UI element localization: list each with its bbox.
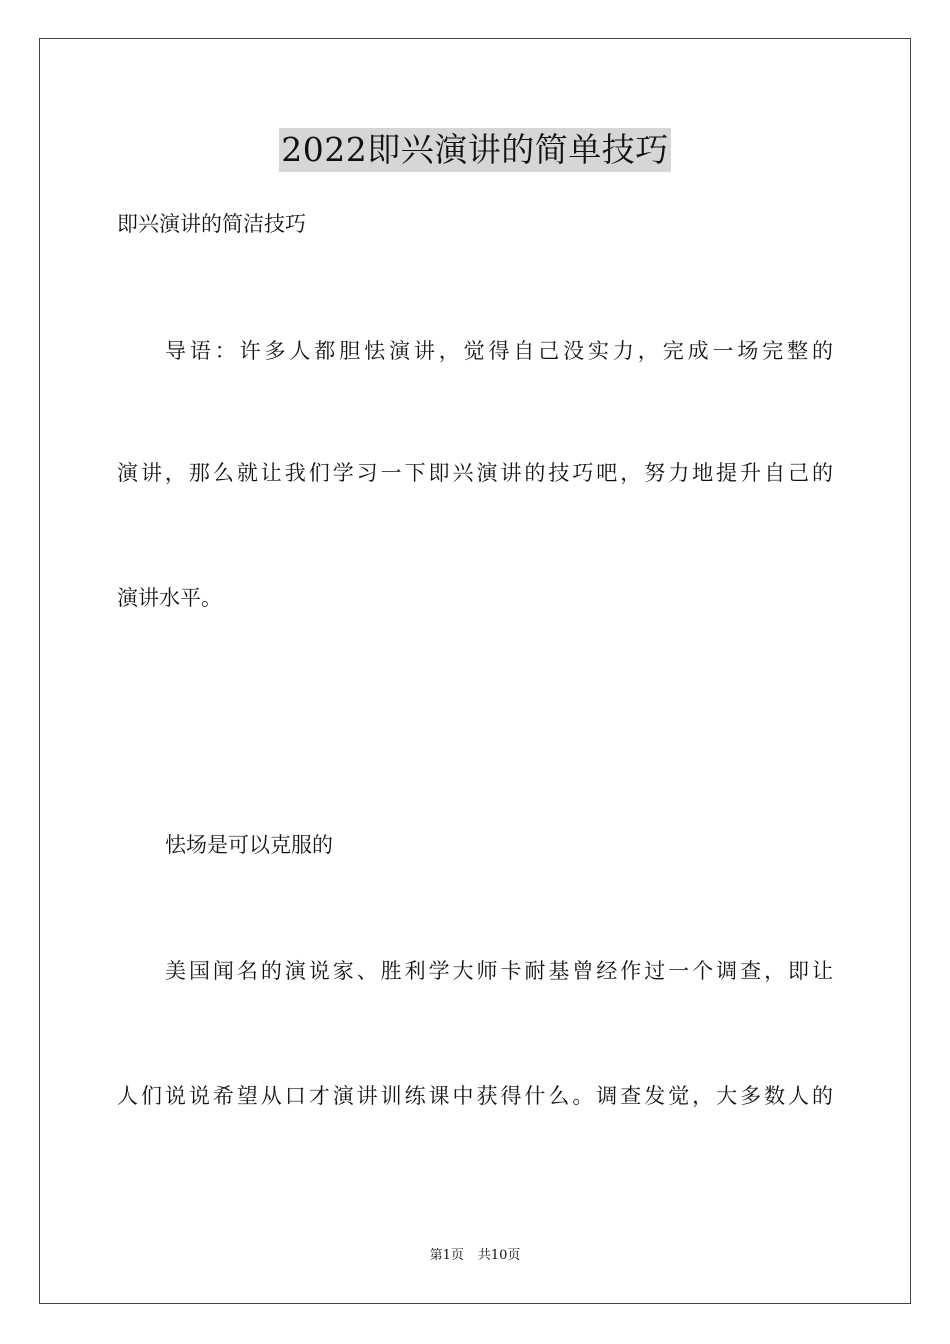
- subtitle-line: 即兴演讲的简洁技巧: [117, 212, 306, 236]
- document-title-text: 2022即兴演讲的简单技巧: [279, 128, 670, 172]
- paragraph-line: 演讲，那么就让我们学习一下即兴演讲的技巧吧，努力地提升自己的: [117, 461, 833, 485]
- page-footer: [0, 1246, 950, 1266]
- paragraph-line: 美国闻名的演说家、胜利学大师卡耐基曾经作过一个调查，即让: [165, 959, 833, 983]
- page-number: 第1页: [429, 1248, 464, 1263]
- page-total: 共10页: [477, 1248, 521, 1263]
- paragraph-line: 演讲水平。: [117, 586, 222, 610]
- paragraph-line: 人们说说希望从口才演讲训练课中获得什么。调查发觉，大多数人的: [117, 1084, 833, 1108]
- document-title: [0, 128, 950, 172]
- paragraph-line: 导语：许多人都胆怯演讲，觉得自己没实力，完成一场完整的: [165, 339, 833, 363]
- section-heading: 怯场是可以克服的: [165, 833, 333, 857]
